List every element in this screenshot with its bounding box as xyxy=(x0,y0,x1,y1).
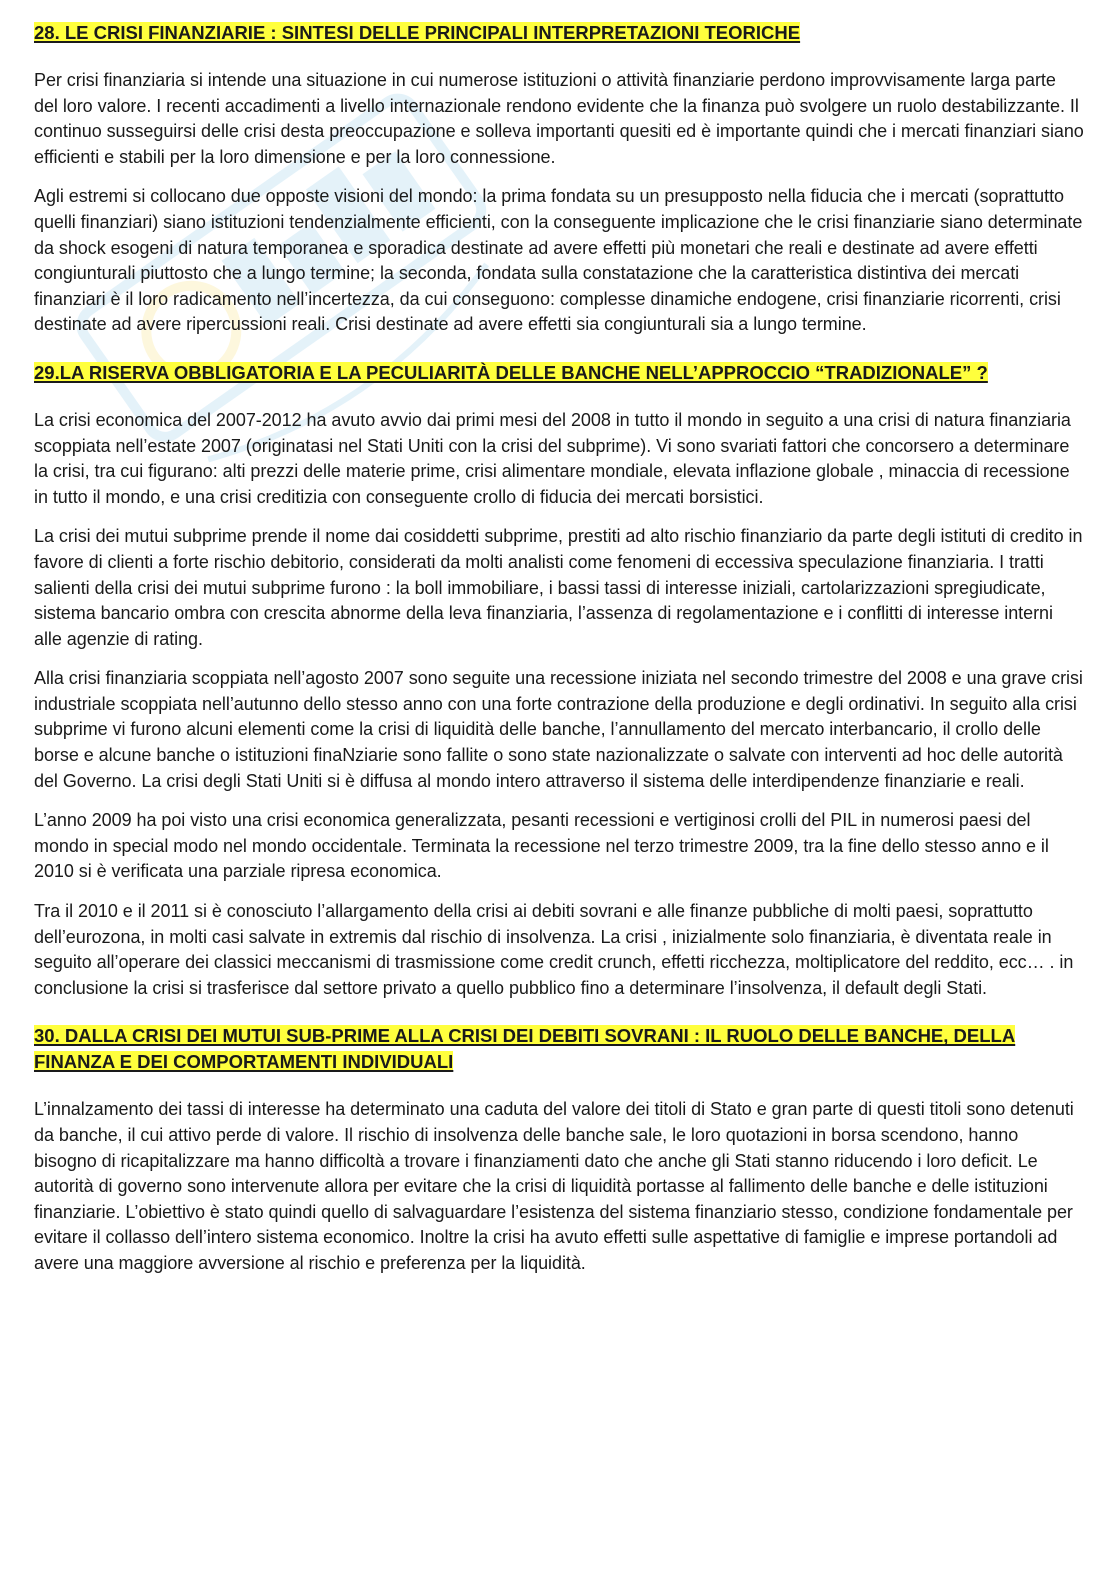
section-30-paragraph-1: L’innalzamento dei tassi di interesse ha determinato una caduta del valore dei titoli di Stato e gran parte di questi titoli sono detenuti da banche, il cui attivo perde di valore. Il rischio di insolvenza delle banche sale, le loro quotazioni in borsa scendono, hanno bisogno di ricapitalizzare ma hanno difficoltà a trovare i finanziamenti dato che anche gli Stati stanno riducendo i loro deficit. Le autorità di governo sono intervenute allora per evitare che la crisi di liquidità portasse al fallimento delle banche e delle istituzioni finanziarie. L’obiettivo è stato quindi quello di salvaguardare l’esistenza del sistema finanziario stesso, condizione fondamentale per evitare il collasso dell’intero sistema economico. Inoltre la crisi ha avuto effetti sulle aspettative di famiglie e imprese portandoli ad avere una maggiore avversione al rischio e preferenza per la liquidità. xyxy=(34,1099,1074,1273)
section-28-heading: 28. LE CRISI FINANZIARIE : SINTESI DELLE PRINCIPALI INTERPRETAZIONI TEORICHE xyxy=(34,22,801,43)
section-29-paragraph-5: Tra il 2010 e il 2011 si è conosciuto l’allargamento della crisi ai debiti sovrani e alle finanze pubbliche di molti paesi, soprattutto dell’eurozona, in molti casi salvate in extremis dal rischio di insolvenza. La crisi , inizialmente solo finanziaria, è diventata reale in seguito all’operare dei classici meccanismi di trasmissione come credit crunch, effetti ricchezza, moltiplicatore del reddito, ecc… . in conclusione la crisi si trasferisce dal settore privato a quello pubblico fino a determinare l’insolvenza, il default degli Stati. xyxy=(34,901,1074,998)
section-29-paragraph-1: La crisi economica del 2007-2012 ha avuto avvio dai primi mesi del 2008 in tutto il mondo in seguito a una crisi di natura finanziaria scoppiata nell’estate 2007 (originatasi nel Stati Uniti con la crisi del subprime). Vi sono svariati fattori che concorsero a determinare la crisi, tra cui figurano: alti prezzi delle materie prime, crisi alimentare mondiale, elevata inflazione globale , minaccia di recessione in tutto il mondo, e una crisi creditizia con conseguente crollo di fiducia dei mercati borsistici. xyxy=(34,409,1071,507)
section-29-paragraph-3: Alla crisi finanziaria scoppiata nell’agosto 2007 sono seguite una recessione iniziata nel secondo trimestre del 2008 e una grave crisi industriale scoppiata nell’autunno dello stesso anno con una forte contrazione della produzione e degli ordinativi. In seguito alla crisi subprime vi furono alcuni elementi come la crisi di liquidità delle banche, l’annullamento del mercato interbancario, il crollo delle borse e alcune banche o istituzioni finaNziarie sono fallite o sono state nazionalizzate o salvate con interventi ad hoc delle autorità del Governo. La crisi degli Stati Uniti si è diffusa al mondo intero attraverso il sistema delle interdipendenze finanziarie e reali. xyxy=(34,668,1083,791)
section-30-heading: 30. DALLA CRISI DEI MUTUI SUB-PRIME ALLA CRISI DEI DEBITI SOVRANI : IL RUOLO DELLE BANCHE, DELLA FINANZA E DEI COMPORTAMENTI INDIVIDUALI xyxy=(34,1025,1016,1073)
document-page xyxy=(34,20,1084,1291)
section-29-paragraph-4: L’anno 2009 ha poi visto una crisi economica generalizzata, pesanti recessioni e vertiginosi crolli del PIL in numerosi paesi del mondo in special modo nel mondo occidentale. Terminata la recessione nel terzo trimestre 2009, tra la fine dello stesso anno e il 2010 si è verificata una parziale ripresa economica. xyxy=(34,810,1049,882)
section-29-heading: 29.LA RISERVA OBBLIGATORIA E LA PECULIARITÀ DELLE BANCHE NELL’APPROCCIO “TRADIZIONALE” ? xyxy=(34,361,988,383)
section-28-paragraph-2: Agli estremi si collocano due opposte visioni del mondo: la prima fondata su un presupposto nella fiducia che i mercati (soprattutto quelli finanziari) siano istituzioni tendenzialmente efficienti, con la conseguente implicazione che le crisi finanziarie siano determinate da shock esogeni di natura temporanea e sporadica destinate ad avere effetti più monetari che reali e destinate ad avere effetti congiunturali piuttosto che a lungo termine; la seconda, fondata sulla constatazione che la caratteristica distintiva dei mercati finanziari è il loro radicamento nell’incertezza, da cui conseguono: complesse dinamiche endogene, crisi finanziarie ricorrenti, crisi destinate ad avere ripercussioni reali. Crisi destinate ad avere effetti sia congiunturali sia a lungo termine. xyxy=(34,186,1083,335)
section-29-paragraph-2: La crisi dei mutui subprime prende il nome dai cosiddetti subprime, prestiti ad alto rischio finanziario da parte degli istituti di credito in favore di clienti a forte rischio debitorio, considerati da molti analisti come fenomeni di eccessiva speculazione finanziaria. I tratti salienti della crisi dei mutui subprime furono : la boll immobiliare, i bassi tassi di interesse iniziali, cartolarizzazioni spregiudicate, sistema bancario ombra con crescita abnorme della leva finanziaria, l’assenza di regolamentazione e i conflitti di interesse interni alle agenzie di rating. xyxy=(34,526,1083,649)
section-28-paragraph-1: Per crisi finanziaria si intende una situazione in cui numerose istituzioni o attività finanziarie perdono improvvisamente larga parte del loro valore. I recenti accadimenti a livello internazionale rendono evidente che la finanza può svolgere un ruolo destabilizzante. Il continuo susseguirsi delle crisi desta preoccupazione e solleva importanti quesiti ed è importante quindi che i mercati finanziari siano efficienti e stabili per la loro dimensione e per la loro connessione. xyxy=(34,70,1084,167)
